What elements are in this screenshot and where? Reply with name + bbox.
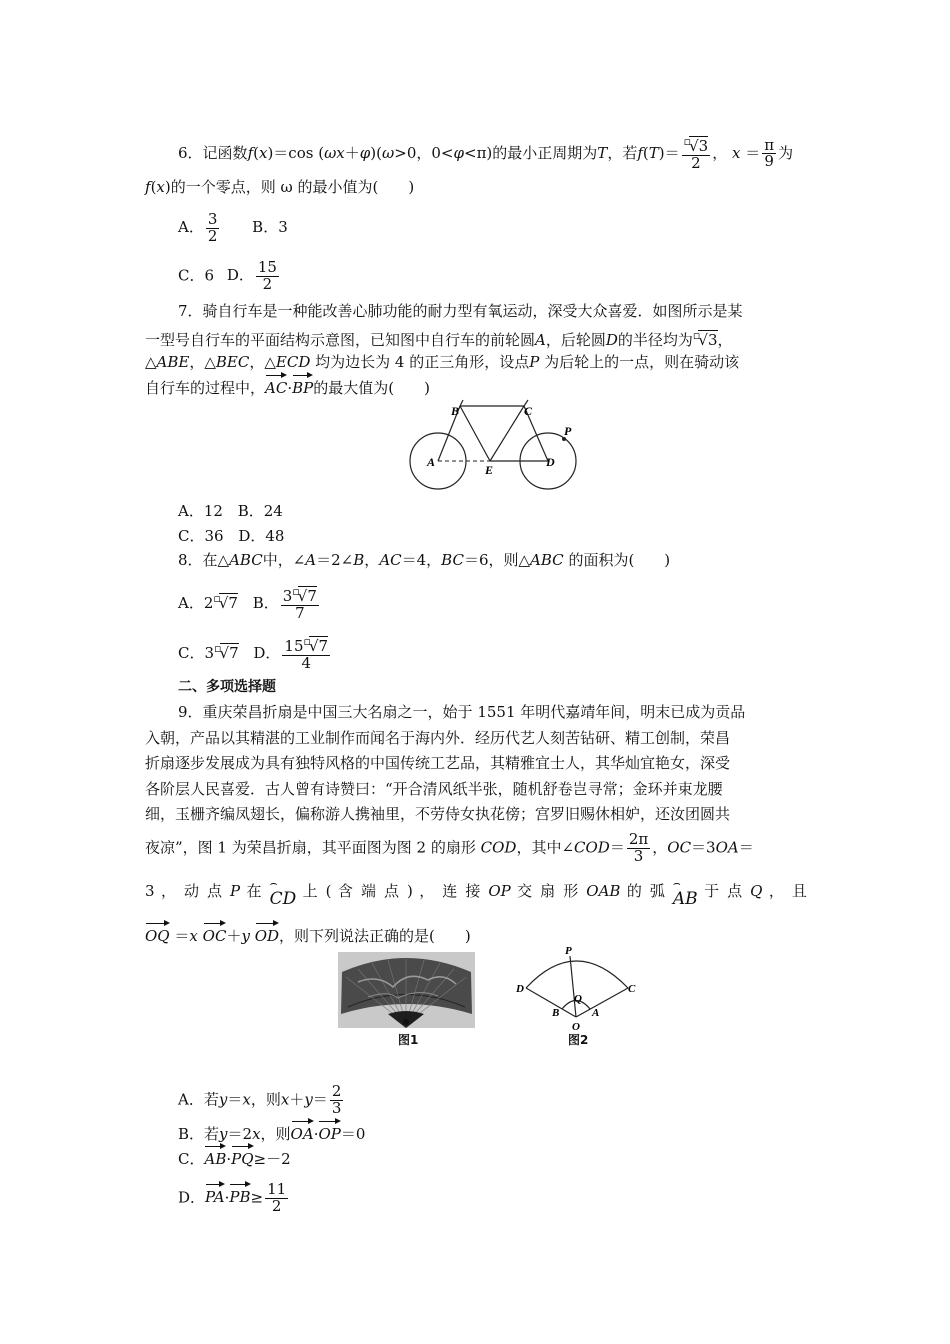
q8-options-cd	[178, 636, 840, 672]
q7-options-ab	[178, 500, 840, 522]
q9-stem-line1: 9．重庆荣昌折扇是中国三大名扇之一，始于 1551 年明代嘉靖年间，明末已成为贡品	[178, 703, 746, 721]
q7-options-cd	[178, 525, 840, 547]
q8-option-a[interactable]: A．2▫√7	[178, 591, 238, 612]
q6-stem-line2: f(x)的一个零点，则 ω 的最小值为( )	[145, 178, 415, 196]
q9-option-d[interactable]: D．PA·PB≥ $\frac{11}{2}$	[178, 1180, 287, 1215]
q9-stem-line7: 3 ， 动 点 P 在 ⌢ CD 上 ( 含 端 点 ) ， 连 接 OP 交 扇 形 OAB 的 弧 ⌢ AB 于 点 Q ， 且	[145, 880, 807, 902]
fig2-label-p: P	[565, 945, 572, 957]
fig2-label-q: Q	[574, 993, 582, 1005]
fig2-label-a: A	[592, 1007, 600, 1019]
q8-options-ab	[178, 586, 840, 622]
q6-option-b[interactable]: B．3	[252, 218, 288, 237]
q9-stem-line5: 细，玉栅齐编凤翅长，偏称游人携袖里，不劳侍女执花傍；宫罗旧赐休相妒，还汝团圆共	[145, 805, 731, 823]
fig2-label-c: C	[628, 983, 636, 995]
q6-option-c[interactable]: C．6	[178, 266, 215, 285]
q6-option-d[interactable]: D． $\frac{15}{2}$	[226, 258, 277, 293]
q7-option-c[interactable]: C．36	[178, 527, 224, 545]
fig2-label-o: O	[572, 1021, 580, 1032]
figure2-caption: 图2	[568, 1033, 589, 1047]
q9-stem-line8: OQ ＝x OC＋y OD，则下列说法正确的是( )	[145, 927, 471, 945]
q9-option-a[interactable]: A．若y＝x，则x＋y＝ $\frac{2}{3}$	[178, 1082, 342, 1117]
q7-option-a[interactable]: A．12	[178, 502, 223, 520]
q9-stem-line3: 折扇逐步发展成为具有独特风格的中国传统工艺品，其精雅宜士人，其华灿宜艳女，深受	[145, 754, 731, 772]
fig-label-c: C	[524, 404, 533, 418]
fig-label-a: A	[427, 455, 436, 469]
q6-options-ab	[178, 212, 840, 245]
frac-sqrt3-over-2: $\frac{^▫√3}{2}$	[683, 135, 709, 172]
q9-option-c[interactable]: C．AB·PQ≥－2	[178, 1150, 291, 1168]
fig-label-b: B	[451, 404, 460, 418]
fig-label-p: P	[564, 424, 572, 438]
q8-option-c[interactable]: C．3▫√7	[178, 641, 239, 662]
q6-options-cd	[178, 260, 840, 293]
frac-pi-over-9: $\frac{\pi}{9}$	[764, 135, 775, 171]
q6-option-a[interactable]: A． $\frac{3}{2}$	[178, 210, 218, 245]
q7-stem-line3: △ABE，△BEC，△ECD 均为边长为 4 的正三角形，设点P 为后轮上的一点，则在骑动该	[145, 353, 740, 371]
q7-stem-line1: 7．骑自行车是一种能改善心肺功能的耐力型有氧运动，深受大众喜爱．如图所示是某	[178, 302, 743, 320]
fig-label-e: E	[485, 463, 494, 477]
q6-stem: 6．记函数f(x)＝cos (ωx＋φ)(ω>0，0<φ<π)的最小正周期为T，若f(T)＝ $\frac{^▫√3}{2}$ ， x ＝ $\frac{\pi}{9}$ 为	[178, 135, 794, 172]
q8-option-b[interactable]: B． $\frac{3^▫√7}{7}$	[252, 585, 317, 622]
fig-label-d: D	[546, 455, 555, 469]
q9-option-b[interactable]: B．若y＝2x，则OA·OP＝0	[178, 1125, 366, 1143]
q8-stem: 8．在△ABC中，∠A＝2∠B，AC＝4，BC＝6，则△ABC 的面积为( )	[178, 551, 671, 569]
section-heading-multiple-choice: 二、多项选择题	[178, 679, 276, 695]
q9-stem-line6: 夜凉”，图 1 为荣昌折扇，其平面图为图 2 的扇形 COD，其中∠COD＝ $\frac{2\pi}{3}$ ，OC＝3OA＝	[145, 830, 754, 865]
q9-stem-line2: 入朝，产品以其精湛的工业制作而闻名于海内外．经历代艺人刻苦钻研、精工创制，荣昌	[145, 729, 731, 747]
q7-stem-line2: 一型号自行车的平面结构示意图，已知图中自行车的前轮圆A，后轮圆D的半径均为▫√3，	[145, 329, 733, 349]
bicycle-figure	[400, 396, 585, 496]
figure1-caption: 图1	[398, 1033, 419, 1047]
q9-stem-line4: 各阶层人民喜爱．古人曾有诗赞曰：“开合清风纸半张，随机舒卷岂寻常；金环并束龙腰	[145, 780, 723, 798]
q8-option-d[interactable]: D． $\frac{15^▫√7}{4}$	[253, 635, 329, 672]
q7-stem-line4: 自行车的过程中，AC·BP的最大值为( )	[145, 379, 430, 397]
q7-option-b[interactable]: B．24	[237, 502, 283, 520]
sector-diagram-figure	[510, 944, 640, 1032]
fan-photo-figure	[338, 952, 475, 1028]
q7-option-d[interactable]: D．48	[238, 527, 285, 545]
fig2-label-d: D	[516, 983, 524, 995]
fig2-label-b: B	[552, 1007, 560, 1019]
